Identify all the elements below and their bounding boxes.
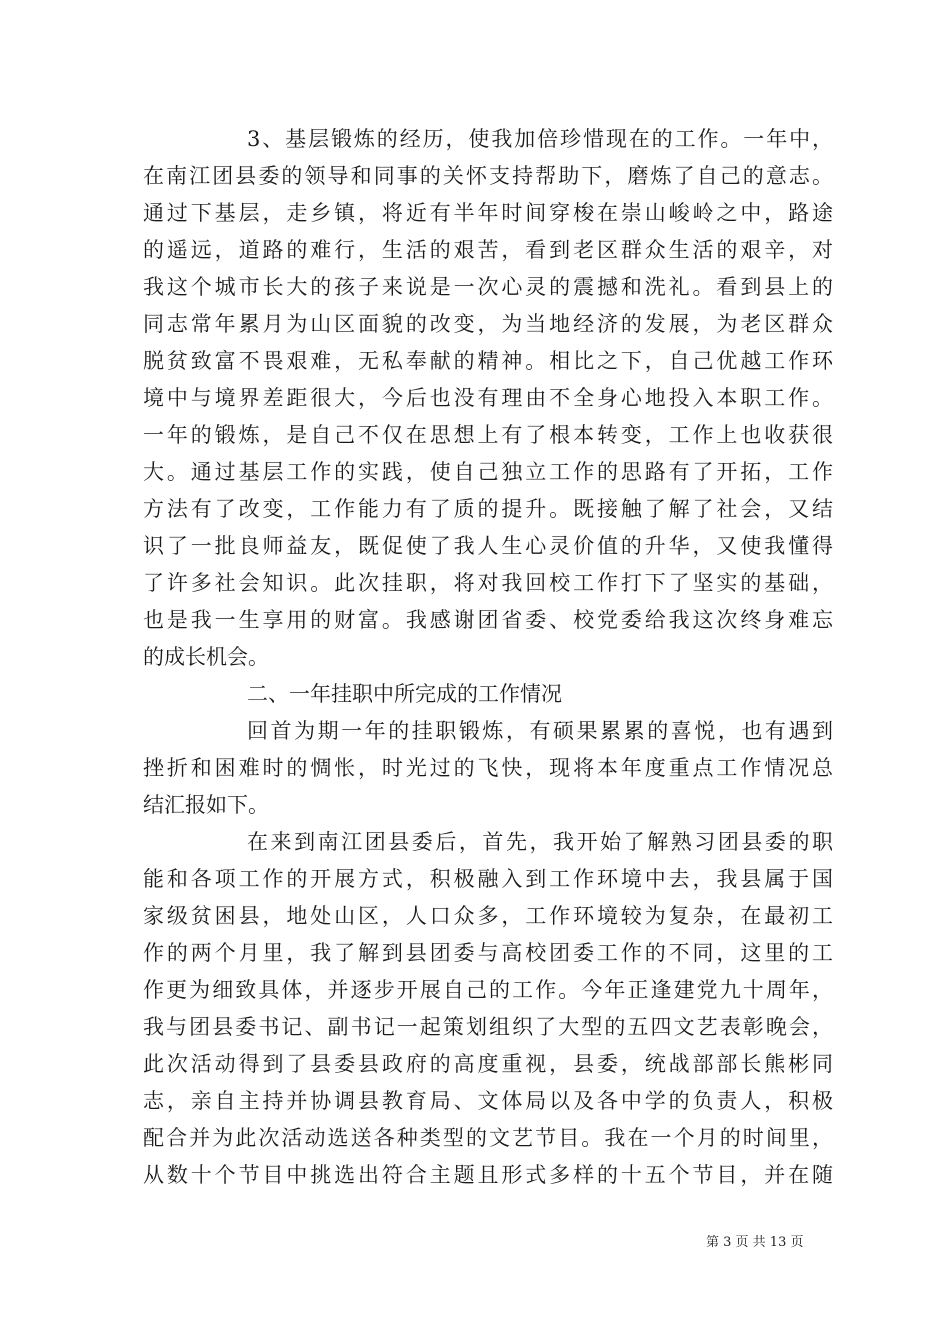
text-line: 了许多社会知识。此次挂职，将对我回校工作打下了坚实的基础， (143, 571, 833, 595)
text-line: 脱贫致富不畏艰难，无私奉献的精神。相比之下，自己优越工作环 (143, 349, 833, 373)
text-line: 结汇报如下。 (143, 793, 269, 817)
text-line: 作更为细致具体，并逐步开展自己的工作。今年正逢建党九十周年， (143, 978, 833, 1002)
text-line: 此次活动得到了县委县政府的高度重视，县委，统战部部长熊彬同 (143, 1052, 833, 1076)
text-line: 配合并为此次活动选送各种类型的文艺节目。我在一个月的时间里， (143, 1126, 833, 1150)
text-line: 同志常年累月为山区面貌的改变，为当地经济的发展，为老区群众 (143, 312, 833, 336)
text-line: 志，亲自主持并协调县教育局、文体局以及各中学的负责人，积极 (143, 1089, 833, 1113)
text-line: 通过下基层，走乡镇，将近有半年时间穿梭在崇山峻岭之中，路途 (143, 201, 833, 225)
text-line: 方法有了改变，工作能力有了质的提升。既接触了解了社会，又结 (143, 497, 833, 521)
text-line: 能和各项工作的开展方式，积极融入到工作环境中去，我县属于国 (143, 867, 833, 891)
text-line: 境中与境界差距很大，今后也没有理由不全身心地投入本职工作。 (143, 386, 833, 410)
text-line: 的遥远，道路的难行，生活的艰苦，看到老区群众生活的艰辛，对 (143, 238, 833, 262)
text-line: 在南江团县委的领导和同事的关怀支持帮助下，磨炼了自己的意志。 (143, 164, 833, 188)
text-line: 一年的锻炼，是自己不仅在思想上有了根本转变，工作上也收获很 (143, 423, 833, 447)
text-line: 回首为期一年的挂职锻炼，有硕果累累的喜悦，也有遇到 (247, 719, 833, 743)
text-line: 识了一批良师益友，既促使了我人生心灵价值的升华，又使我懂得 (143, 534, 833, 558)
text-line: 我这个城市长大的孩子来说是一次心灵的震撼和洗礼。看到县上的 (143, 275, 833, 299)
section-heading: 二、一年挂职中所完成的工作情况 (247, 682, 562, 706)
text-line: 在来到南江团县委后，首先，我开始了解熟习团县委的职 (247, 830, 833, 854)
text-line: 3、基层锻炼的经历，使我加倍珍惜现在的工作。一年中， (247, 127, 833, 151)
text-line: 我与团县委书记、副书记一起策划组织了大型的五四文艺表彰晚会， (143, 1015, 833, 1039)
text-line: 从数十个节目中挑选出符合主题且形式多样的十五个节目，并在随 (143, 1163, 833, 1187)
text-line: 也是我一生享用的财富。我感谢团省委、校党委给我这次终身难忘 (143, 608, 833, 632)
page-number: 第 3 页 共 13 页 (706, 1235, 804, 1250)
text-line: 大。通过基层工作的实践，使自己独立工作的思路有了开拓，工作 (143, 460, 833, 484)
text-line: 挫折和困难时的惆怅，时光过的飞快，现将本年度重点工作情况总 (143, 756, 833, 780)
text-line: 的成长机会。 (143, 645, 269, 669)
text-line: 家级贫困县，地处山区，人口众多，工作环境较为复杂，在最初工 (143, 904, 833, 928)
text-line: 作的两个月里，我了解到县团委与高校团委工作的不同，这里的工 (143, 941, 833, 965)
